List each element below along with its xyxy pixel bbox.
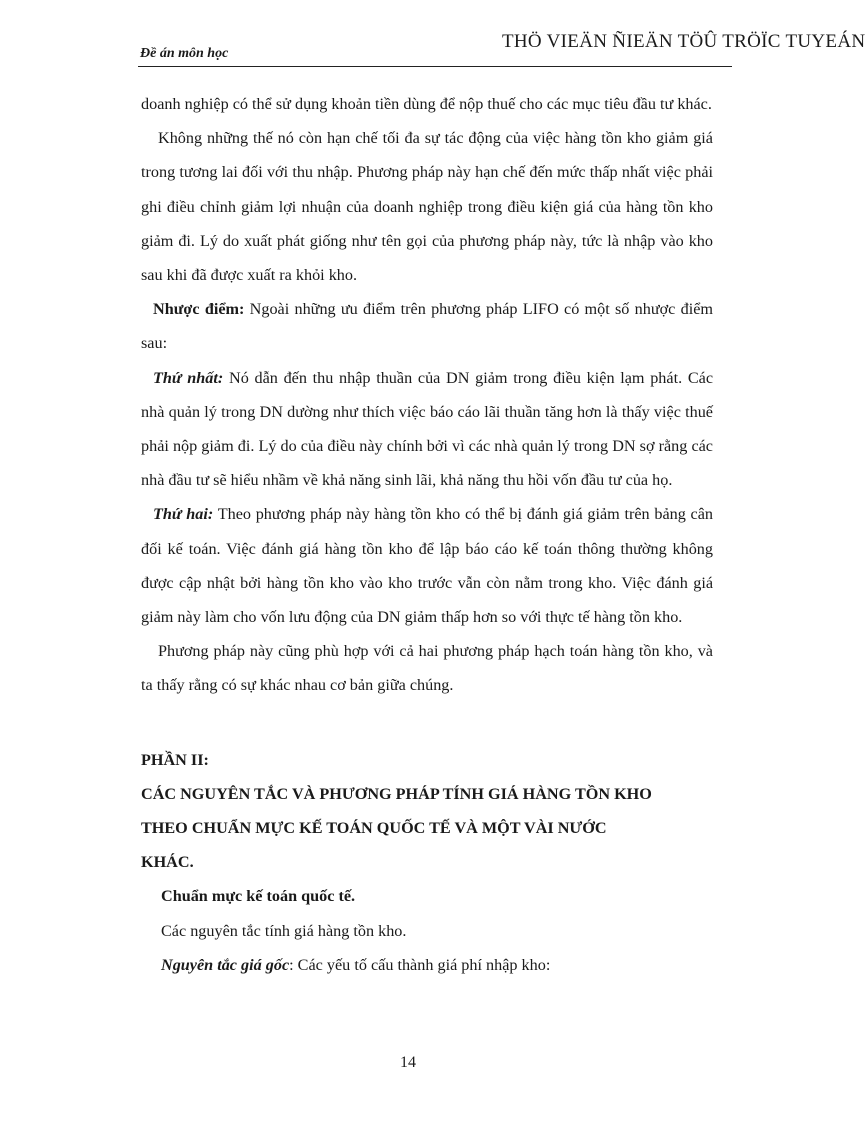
first-text: Nó dẫn đến thu nhập thuần của DN giảm trong điều kiện lạm phát. Các nhà quản lý trong DN dường như thích việc báo cáo lãi thuần tăng hơn là thấy việc thuế phải nộp giảm đi. Lý do của điều này chính bởi vì các nhà quản lý trong DN sợ rằng các nhà đầu tư sẽ hiểu nhầm về khả năng sinh lãi, khả năng thu hồi vốn đầu tư của họ. — [141, 368, 714, 490]
header-library-name: THÖ VIEÄN ÑIEÄN TÖÛ TRÖÏC TUYEÁN — [502, 31, 865, 52]
page-number: 14 — [400, 1054, 416, 1071]
second-label: Thứ hai: — [153, 505, 214, 524]
section-title-line-1: CÁC NGUYÊN TẮC VÀ PHƯƠNG PHÁP TÍNH GIÁ HÀNG TỒN KHO — [141, 784, 652, 803]
second-text: Theo phương pháp này hàng tồn kho có thể bị đánh giá giảm trên bảng cân đối kế toán. Việc đánh giá hàng tồn kho để lập báo cáo kế toán thông thường không được cập nhật bởi hàng tồn kho vào kho trước vẫn còn nằm trong kho. Việc đánh giá giảm này làm cho vốn lưu động của DN giảm thấp hơn so với thực tế hàng tồn kho. — [141, 505, 713, 627]
original-cost-text: : Các yếu tố cấu thành giá phí nhập kho: — [289, 955, 551, 974]
section-title-line-2: THEO CHUẨN MỰC KẾ TOÁN QUỐC TẾ VÀ MỘT VÀI NƯỚC — [141, 819, 607, 838]
disadvantages-text: Ngoài những ưu điểm trên phương pháp LIFO có một số nhược điểm sau: — [141, 300, 713, 353]
original-cost-label: Nguyên tắc giá gốc — [161, 955, 290, 974]
header-divider — [138, 66, 732, 67]
paragraph-second — [141, 497, 713, 634]
section-heading: PHẦN II: — [141, 750, 209, 769]
paragraph-disadvantages — [141, 292, 713, 360]
header-document-type: Đề án môn học — [140, 46, 229, 61]
first-label: Thứ nhất: — [153, 368, 224, 387]
subsection-title: Chuẩn mực kế toán quốc tế. — [161, 887, 356, 906]
paragraph-6: Phương pháp này cũng phù hợp với cả hai phương pháp hạch toán hàng tồn kho, và ta thấy rằng có sự khác nhau cơ bản giữa chúng. — [141, 642, 713, 695]
page-body — [141, 87, 713, 982]
disadvantages-label: Nhược điểm: — [153, 300, 245, 319]
paragraph-1: doanh nghiệp có thể sử dụng khoản tiền dùng để nộp thuế cho các mục tiêu đầu tư khác. — [141, 95, 712, 113]
paragraph-2: Không những thế nó còn hạn chế tối đa sự tác động của việc hàng tồn kho giảm giá trong tương lai đối với thu nhập. Phương pháp này hạn chế đến mức thấp nhất việc phải ghi điều chỉnh giảm lợi nhuận của doanh nghiệp trong điều kiện giá của hàng tồn kho giảm đi. Lý do xuất phát giống như tên gọi của phương pháp này, tức là nhập vào kho sau khi đã được xuất ra khỏi kho. — [141, 129, 713, 285]
paragraph-first — [141, 361, 713, 498]
section-title-line-3: KHÁC. — [141, 853, 194, 872]
subsection-line-1: Các nguyên tắc tính giá hàng tồn kho. — [161, 921, 407, 940]
subsection-line-2 — [141, 948, 713, 982]
